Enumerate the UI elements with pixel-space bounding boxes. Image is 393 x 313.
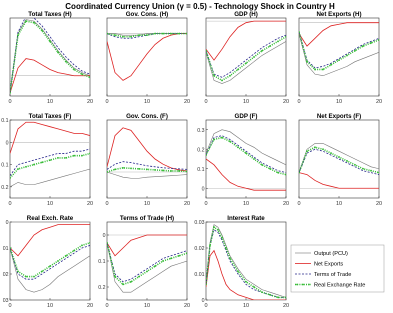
series-point	[162, 260, 164, 262]
subplot-title: Terms of Trade (H)	[119, 215, 175, 222]
series-point	[146, 169, 148, 171]
x-tick-label: 0	[204, 201, 208, 207]
series-point	[354, 50, 356, 52]
series-point	[330, 64, 332, 66]
x-tick-label: 10	[46, 99, 54, 105]
series-point	[261, 164, 263, 166]
series-point	[314, 146, 316, 148]
legend	[291, 245, 384, 292]
series-point	[225, 247, 227, 249]
series-point	[130, 281, 132, 283]
y-tick-label: 0.1	[1, 118, 9, 124]
series-point	[146, 271, 148, 273]
series-point	[114, 34, 116, 36]
series-point	[73, 155, 75, 157]
series-point	[81, 155, 83, 157]
x-tick-label: 10	[335, 201, 343, 207]
series-point	[73, 69, 75, 71]
series-point	[41, 271, 43, 273]
series-point	[17, 271, 19, 273]
series-point	[33, 22, 35, 24]
series-point	[114, 276, 116, 278]
series-point	[122, 36, 124, 38]
series-point	[41, 30, 43, 32]
legend-label: Net Exports	[314, 261, 344, 268]
series-point	[217, 229, 219, 231]
series-point	[154, 265, 156, 267]
series-point	[130, 167, 132, 169]
series-point	[33, 276, 35, 278]
x-tick-label: 10	[242, 303, 250, 309]
series-point	[221, 80, 223, 82]
x-tick-label: 20	[183, 99, 191, 105]
x-tick-label: 0	[204, 303, 208, 309]
y-tick-label: 0.2	[1, 184, 9, 191]
series-point	[213, 226, 215, 228]
legend-label: Terms of Trade	[314, 272, 352, 278]
series-point	[253, 286, 255, 288]
y-tick-label: 0.1	[1, 162, 9, 169]
y-tick-label: 0.2	[98, 285, 106, 291]
x-tick-label: 0	[297, 201, 301, 207]
series-point	[277, 172, 279, 174]
series-point	[57, 157, 59, 159]
x-tick-label: 0	[105, 303, 109, 309]
series-point	[170, 170, 172, 172]
subplot-title: Gov. Cons. (F)	[126, 113, 168, 120]
series-point	[138, 34, 140, 36]
series-point	[338, 156, 340, 158]
series-point	[49, 265, 51, 267]
series-point	[253, 56, 255, 58]
series-point	[221, 237, 223, 239]
x-tick-label: 10	[143, 99, 151, 105]
x-tick-label: 0	[8, 303, 12, 309]
series-point	[306, 150, 308, 152]
series-point	[229, 141, 231, 143]
series-point	[237, 146, 239, 148]
subplot-title: Net Exports (F)	[316, 113, 362, 120]
series-point	[338, 59, 340, 61]
y-tick-label: 0	[5, 140, 9, 147]
x-tick-label: 0	[8, 99, 12, 105]
series-point	[122, 167, 124, 169]
y-tick-label: 0.1	[98, 259, 106, 265]
series-point	[277, 297, 279, 299]
series-point	[65, 61, 67, 63]
x-tick-label: 10	[46, 303, 54, 309]
series-point	[138, 276, 140, 278]
series-point	[229, 258, 231, 260]
series-point	[277, 41, 279, 43]
series-point	[114, 169, 116, 171]
x-tick-label: 0	[8, 201, 12, 207]
series-point	[49, 41, 51, 43]
x-tick-label: 10	[46, 201, 54, 207]
series-point	[81, 245, 83, 247]
subplot-title: GDP (H)	[234, 11, 258, 18]
x-tick-label: 20	[183, 201, 191, 207]
series-point	[154, 33, 156, 35]
subplot-title: Interest Rate	[227, 215, 265, 222]
series-point	[138, 168, 140, 170]
series-point	[322, 69, 324, 71]
series-point	[237, 271, 239, 273]
y-tick-label: 02	[2, 272, 9, 278]
series-point	[57, 260, 59, 262]
series-point	[354, 164, 356, 166]
x-tick-label: 0	[105, 99, 109, 105]
series-point	[178, 255, 180, 257]
series-point	[370, 42, 372, 44]
x-tick-label: 20	[282, 303, 290, 309]
y-tick-label: 0	[5, 220, 9, 226]
series-point	[154, 169, 156, 171]
series-point	[245, 281, 247, 283]
series-point	[81, 73, 83, 75]
y-tick-label: 0.2	[197, 147, 205, 154]
x-tick-label: 20	[282, 201, 290, 207]
x-tick-label: 10	[143, 303, 151, 309]
x-tick-label: 20	[86, 201, 94, 207]
x-tick-label: 20	[375, 201, 383, 207]
x-tick-label: 0	[297, 99, 301, 105]
series-point	[122, 284, 124, 286]
x-tick-label: 20	[282, 99, 290, 105]
series-point	[162, 170, 164, 172]
series-point	[213, 139, 215, 141]
subplot-title: Total Taxes (H)	[28, 11, 72, 18]
y-tick-label: 0	[201, 298, 205, 304]
series-point	[346, 160, 348, 162]
series-point	[73, 250, 75, 252]
x-tick-label: 0	[204, 99, 208, 105]
y-tick-label: 0	[102, 233, 106, 239]
y-tick-label: 0.3	[197, 127, 205, 134]
series-point	[213, 75, 215, 77]
x-tick-label: 20	[183, 303, 191, 309]
series-point	[322, 148, 324, 150]
series-point	[253, 158, 255, 160]
x-tick-label: 10	[242, 99, 250, 105]
subplot-title: GDP (F)	[234, 113, 258, 120]
series-point	[57, 51, 59, 53]
y-tick-label: 0.02	[194, 246, 205, 252]
series-point	[146, 34, 148, 36]
series-point	[25, 276, 27, 278]
series-point	[65, 157, 67, 159]
x-tick-label: 10	[242, 201, 250, 207]
series-point	[362, 45, 364, 47]
series-point	[170, 258, 172, 260]
series-point	[170, 33, 172, 35]
series-point	[209, 245, 211, 247]
figure-title: Coordinated Currency Union (γ = 0.5) - Technology Shock in Country H	[65, 2, 335, 11]
y-tick-label: 03	[2, 298, 9, 304]
series-point	[269, 294, 271, 296]
series-point	[261, 291, 263, 293]
x-tick-label: 20	[86, 303, 94, 309]
series-point	[269, 45, 271, 47]
x-tick-label: 10	[335, 99, 343, 105]
y-tick-label: 0.1	[197, 166, 205, 173]
series-point	[370, 170, 372, 172]
series-point	[162, 33, 164, 35]
series-point	[221, 137, 223, 139]
series-point	[237, 69, 239, 71]
series-point	[25, 166, 27, 168]
series-point	[178, 170, 180, 172]
x-tick-label: 10	[143, 201, 151, 207]
y-tick-label: 01	[2, 246, 9, 252]
series-point	[33, 164, 35, 166]
subplot-title: Real Exch. Rate	[26, 215, 74, 222]
series-point	[269, 168, 271, 170]
y-tick-label: 0.01	[194, 272, 205, 278]
series-point	[330, 152, 332, 154]
legend-label: Real Exchange Rate	[314, 282, 366, 289]
y-tick-label: 0	[201, 186, 205, 193]
series-point	[49, 159, 51, 161]
legend-marker	[308, 284, 310, 286]
legend-marker	[302, 284, 304, 286]
series-point	[178, 33, 180, 35]
series-point	[346, 55, 348, 57]
series-point	[245, 152, 247, 154]
series-point	[229, 75, 231, 77]
x-tick-label: 20	[86, 99, 94, 105]
legend-label: Output (PCU)	[314, 251, 348, 257]
y-tick-label: 0.03	[194, 220, 205, 226]
series-point	[261, 50, 263, 52]
series-point	[17, 34, 19, 36]
series-point	[65, 255, 67, 257]
series-point	[130, 36, 132, 38]
series-point	[314, 69, 316, 71]
series-point	[306, 61, 308, 63]
subplot-title: Net Exports (H)	[316, 11, 362, 18]
series-point	[25, 20, 27, 22]
series-point	[362, 168, 364, 170]
series-point	[245, 62, 247, 64]
series-point	[17, 168, 19, 170]
x-tick-label: 0	[105, 201, 109, 207]
subplot-title: Total Taxes (F)	[28, 113, 72, 120]
legend-marker	[296, 284, 298, 286]
x-tick-label: 20	[375, 99, 383, 105]
series-point	[41, 161, 43, 163]
subplot-title: Gov. Cons. (H)	[125, 11, 169, 18]
